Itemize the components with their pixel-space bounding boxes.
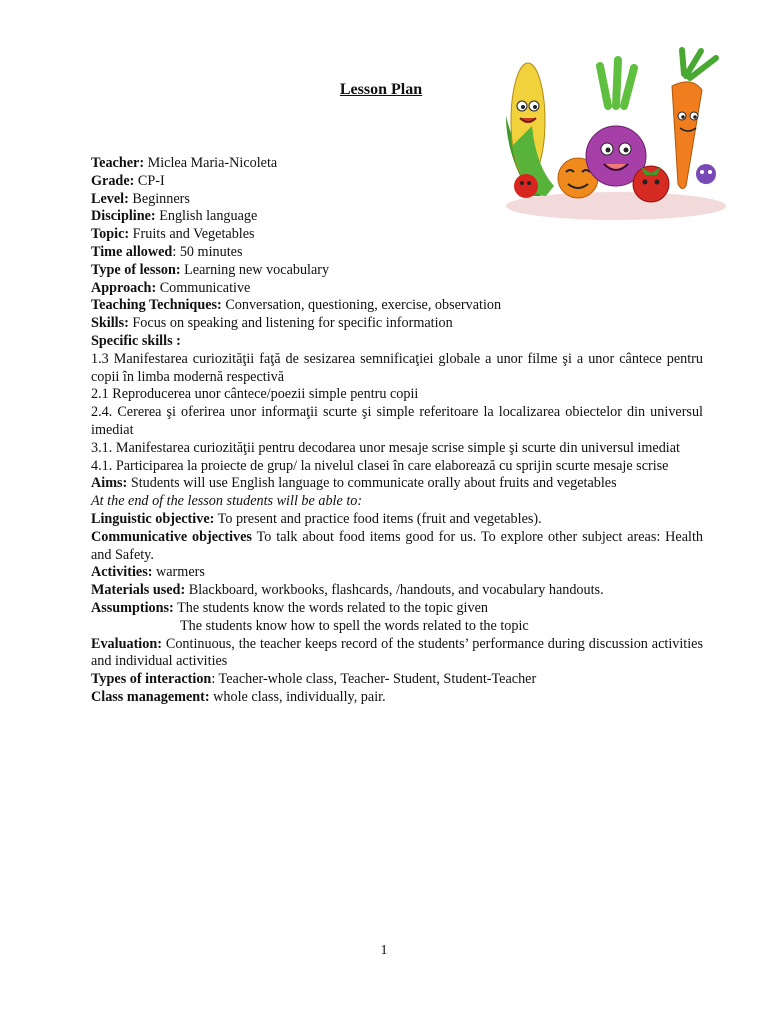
level-row: Level: Beginners <box>91 190 190 207</box>
page-title: Lesson Plan <box>339 81 423 98</box>
evaluation-row: Evaluation: Continuous, the teacher keeps record of the students’ performance during discussion activities and individual activities <box>91 635 703 670</box>
discipline-row: Discipline: English language <box>91 208 258 225</box>
time-allowed-row: Time allowed: 50 minutes <box>91 243 243 260</box>
topic-row: Topic: Fruits and Vegetables <box>91 226 255 243</box>
approach-row: Approach: Communicative <box>91 279 251 296</box>
specific-skill-item: 2.1 Reproducerea unor cântece/poezii simple pentru copii <box>91 386 419 403</box>
specific-skills-heading: Specific skills : <box>91 332 181 349</box>
teacher-row: Teacher: Miclea Maria-Nicoleta <box>91 155 278 171</box>
techniques-row: Teaching Techniques: Conversation, questioning, exercise, observation <box>91 297 502 314</box>
interaction-row: Types of interaction: Teacher-whole class, Teacher- Student, Student-Teacher <box>91 671 537 688</box>
class-management-row: Class management: whole class, individually, pair. <box>91 688 386 705</box>
specific-skill-item: 2.4. Cererea şi oferirea unor informaţii scurte şi simple referitoare la localizarea obiectelor din universul imediat <box>91 404 703 438</box>
assumptions-row-2: The students know how to spell the words related to the topic <box>180 617 529 634</box>
end-of-lesson-note: At the end of the lesson students will be able to: <box>91 493 363 510</box>
communicative-objectives-row: Communicative objectives To talk about food items good for us. To explore other subject areas: Health and Safety. <box>91 528 703 563</box>
specific-skill-item: 3.1. Manifestarea curiozităţii pentru decodarea unor mesaje scrise simple şi scurte din universul imediat <box>91 439 680 456</box>
page-number: 1 <box>380 943 388 958</box>
lesson-plan-body <box>91 155 703 707</box>
assumptions-row: Assumptions: The students know the words related to the topic given <box>91 599 488 616</box>
specific-skill-item: 4.1. Participarea la proiecte de grup/ la nivelul clasei în care elaborează cu sprijin scurte mesaje scrise <box>91 457 669 474</box>
materials-row: Materials used: Blackboard, workbooks, flashcards, /handouts, and vocabulary handouts. <box>91 582 604 599</box>
aims-row: Aims: Students will use English language to communicate orally about fruits and vegetables <box>91 475 617 492</box>
specific-skill-item: 1.3 Manifestarea curiozităţii faţă de sesizarea semnificaţiei globale a unor filme şi a unor cântece pentru copii în limba modernă respectivă <box>91 350 703 385</box>
activities-row: Activities: warmers <box>91 564 205 581</box>
grade-row: Grade: CP-I <box>91 172 165 189</box>
linguistic-objective-row: Linguistic objective: To present and practice food items (fruit and vegetables). <box>91 510 542 527</box>
lesson-type-row: Type of lesson: Learning new vocabulary <box>91 261 330 278</box>
skills-row: Skills: Focus on speaking and listening for specific information <box>91 315 453 332</box>
